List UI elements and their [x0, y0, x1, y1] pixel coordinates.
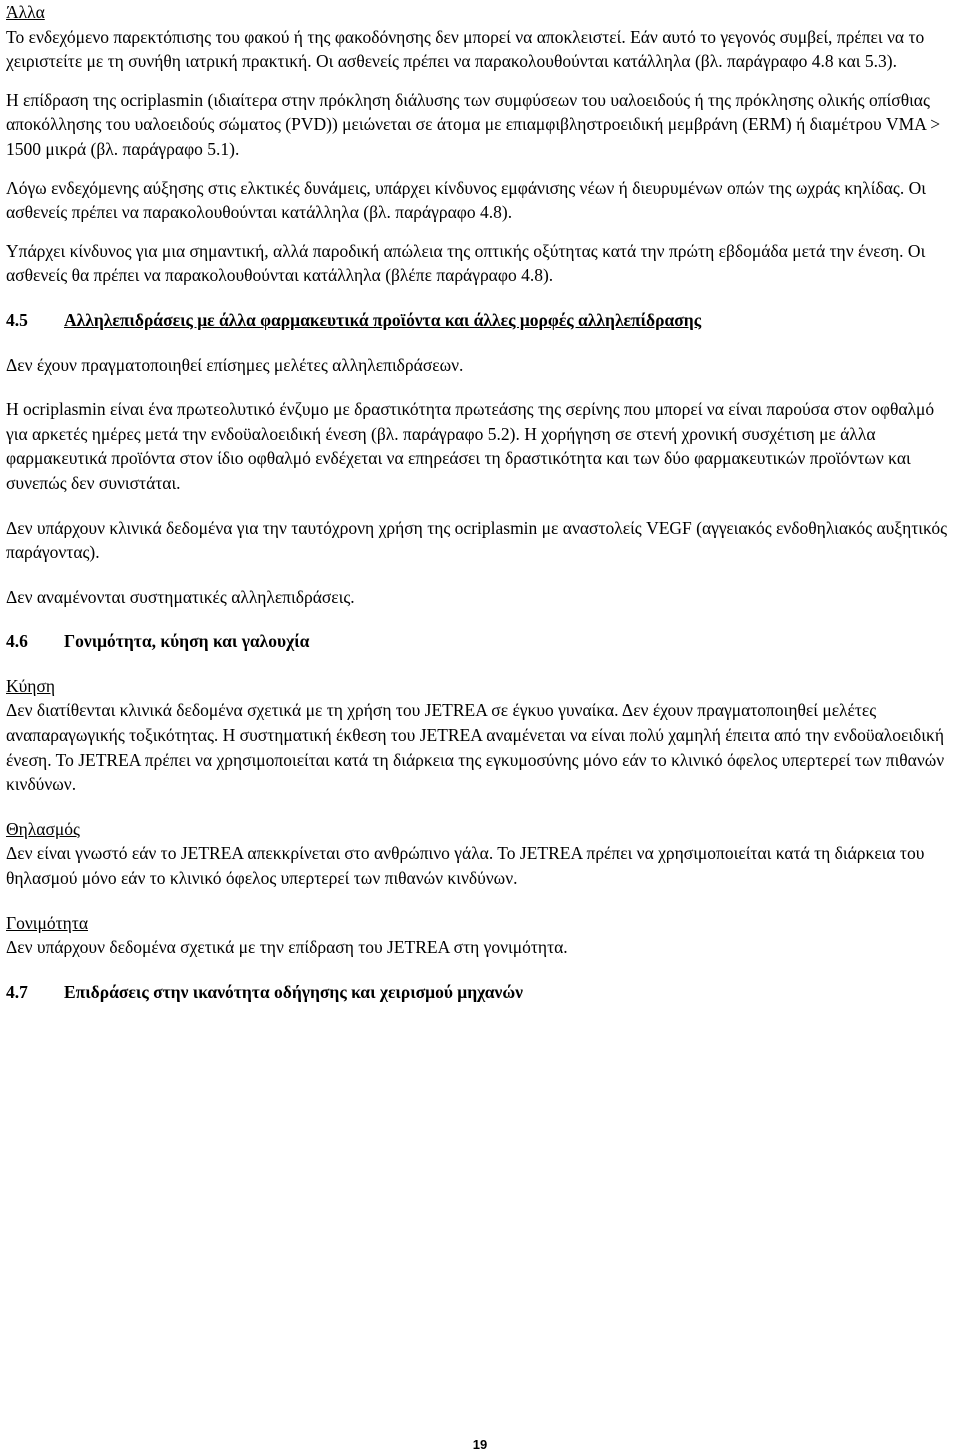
section-title: Αλληλεπιδράσεις με άλλα φαρμακευτικά προϊόντα και άλλες μορφές αλληλεπίδρασης	[64, 309, 702, 330]
section-number: 4.7	[6, 981, 28, 1002]
paragraph-proteolytic-enzyme: Η ocriplasmin είναι ένα πρωτεολυτικό ένζυμο με δραστικότητα πρωτεάσης της σερίνης που μπορεί να είναι παρούσα στον οφθαλμό για αρκετές ημέρες μετά την ενδοϋαλοειδική ένεση (βλ. παράγραφο 5.2). Η χορήγηση σε στενή χρονική συσχέτιση με άλλα φαρμακευτικά προϊόντα στον ίδιο οφθαλμό ενδέχεται να επηρεάσει τη δραστικότητα και των δύο φαρμακευτικών προϊόντων και συνεπώς δεν συνιστάται.	[6, 399, 935, 493]
paragraph-lens-dislocation: Το ενδεχόμενο παρεκτόπισης του φακού ή της φακοδόνησης δεν μπορεί να αποκλειστεί. Εάν αυτό το γεγονός συμβεί, πρέπει να το χειριστείτε με τη συνήθη ιατρική πρακτική. Οι ασθενείς πρέπει να παρακολουθούνται κατάλληλα (βλ. παράγραφο 4.8 και 5.3).	[6, 26, 925, 72]
fertility-heading: Γονιμότητα	[6, 912, 89, 933]
lactation-text: Δεν είναι γνωστό εάν το JETREA απεκκρίνεται στο ανθρώπινο γάλα. Το JETREA πρέπει να χρησιμοποιείται κατά τη διάρκεια του θηλασμού μόνο εάν το κλινικό όφελος υπερτερεί των πιθανών κινδύνων.	[6, 843, 925, 889]
paragraph-vegf: Δεν υπάρχουν κλινικά δεδομένα για την ταυτόχρονη χρήση της ocriplasmin με αναστολείς VEGF (αγγειακός ενδοθηλιακός αυξητικός παράγοντας).	[6, 517, 948, 563]
pregnancy-block	[6, 674, 956, 797]
pregnancy-text: Δεν διατίθενται κλινικά δεδομένα σχετικά με τη χρήση του JETREA σε έγκυο γυναίκα. Δεν έχουν πραγματοποιηθεί μελέτες αναπαραγωγικής τοξικότητας. Η συστηματική έκθεση του JETREA αναμένεται να είναι πολύ χαμηλή έπειτα από την ενδοϋαλοειδική ένεση. Το JETREA πρέπει να χρησιμοποιείται κατά τη διάρκεια της εγκυμοσύνης μόνο εάν το κλινικό όφελος υπερτερεί των πιθανών κινδύνων.	[6, 700, 945, 795]
paragraph-visual-acuity: Υπάρχει κίνδυνος για μια σημαντική, αλλά παροδική απώλεια της οπτικής οξύτητας κατά την πρώτη εβδομάδα μετά την ένεση. Οι ασθενείς θα πρέπει να παρακολουθούνται κατάλληλα (βλέπε παράγραφο 4.8).	[6, 240, 926, 286]
fertility-text: Δεν υπάρχουν δεδομένα σχετικά με την επίδραση του JETREA στη γονιμότητα.	[6, 937, 568, 958]
fertility-block	[6, 911, 956, 960]
section-4-6	[6, 629, 956, 960]
section-title: Επιδράσεις στην ικανότητα οδήγησης και χειρισμού μηχανών	[64, 981, 523, 1002]
lactation-block	[6, 817, 956, 891]
other-section	[6, 0, 956, 288]
paragraph-no-interaction-studies: Δεν έχουν πραγματοποιηθεί επίσημες μελέτες αλληλεπιδράσεων.	[6, 354, 464, 375]
section-4-7	[6, 980, 956, 1005]
section-number: 4.6	[6, 631, 28, 652]
document-page	[6, 0, 956, 1004]
paragraph-systemic-interactions: Δεν αναμένονται συστηματικές αλληλεπιδράσεις.	[6, 586, 355, 607]
section-title: Γονιμότητα, κύηση και γαλουχία	[64, 631, 310, 652]
page-number: 19	[472, 1437, 488, 1452]
paragraph-ocriplasmin-effect: Η επίδραση της ocriplasmin (ιδιαίτερα στην πρόκληση διάλυσης των συμφύσεων του υαλοειδούς ή της πρόκλησης ολικής οπίσθιας αποκόλλησης του υαλοειδούς σώματος (PVD)) μειώνεται σε άτομα με επιαμφιβληστροειδική μεμβράνη (ERM) ή διαμέτρου VMA > 1500 μικρά (βλ. παράγραφο 5.1).	[6, 89, 941, 159]
section-number: 4.5	[6, 309, 28, 330]
pregnancy-heading: Κύηση	[6, 675, 56, 696]
section-4-7-heading	[6, 980, 956, 1005]
lactation-heading: Θηλασμός	[6, 818, 80, 839]
section-4-5-heading	[6, 308, 956, 333]
section-4-6-heading	[6, 629, 956, 654]
section-4-5	[6, 308, 956, 609]
paragraph-macular-holes: Λόγω ενδεχόμενης αύξησης στις ελκτικές δυνάμεις, υπάρχει κίνδυνος εμφάνισης νέων ή διευρυμένων οπών της ωχράς κηλίδας. Οι ασθενείς πρέπει να παρακολουθούνται κατάλληλα (βλ. παράγραφο 4.8).	[6, 177, 926, 223]
other-heading: Άλλα	[6, 2, 45, 22]
